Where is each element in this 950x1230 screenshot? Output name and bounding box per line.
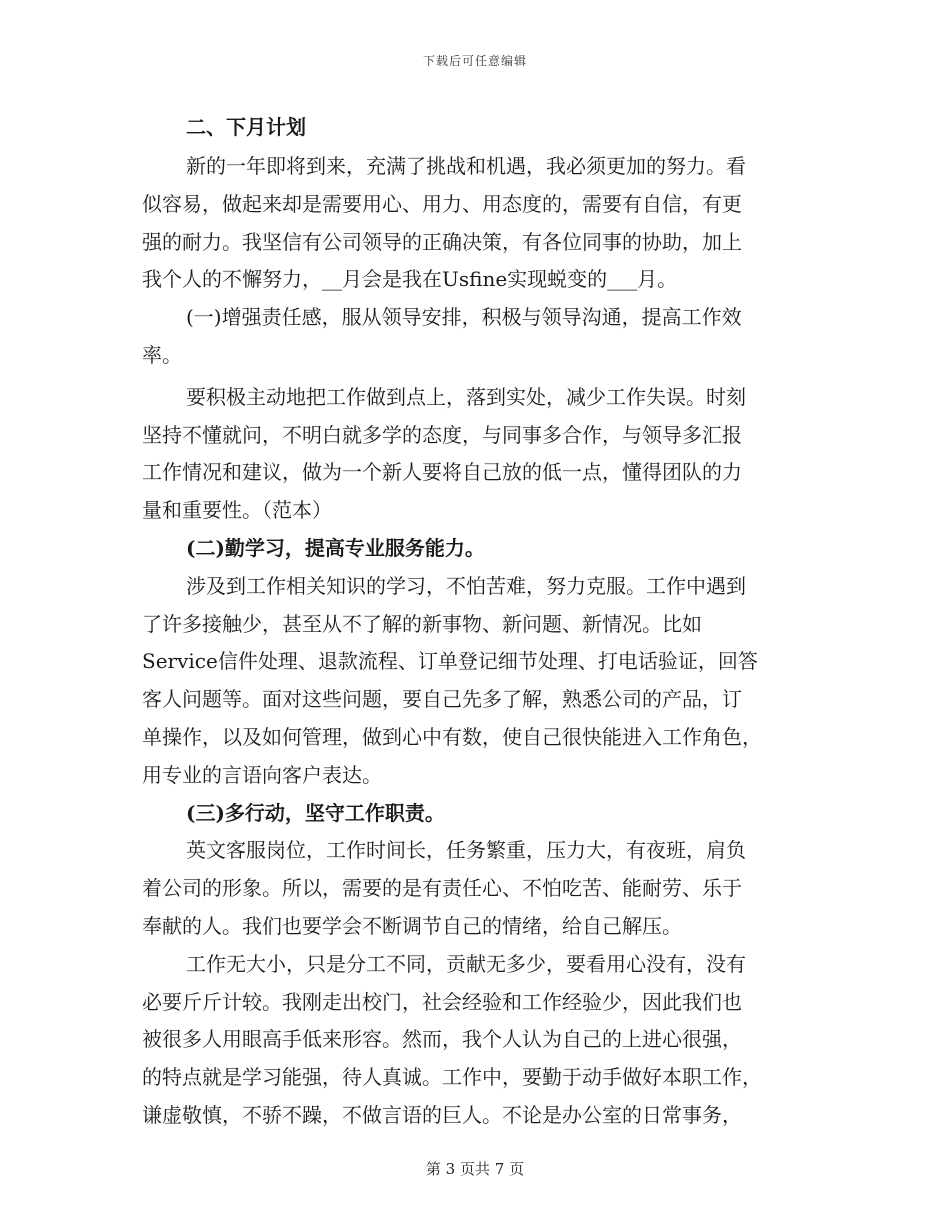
subheading-line: (二)勤学习，提高专业服务能力。 <box>186 535 485 560</box>
page-header: 下载后可任意编辑 <box>422 54 527 68</box>
paragraph-line: 单操作，以及如何管理，做到心中有数，使自己很快能进入工作角色， <box>142 724 762 749</box>
page-footer: 第 3 页共 7 页 <box>425 1160 525 1178</box>
paragraph-line: 了许多接触少，甚至从不了解的新事物、新问题、新情况。比如 <box>142 611 702 636</box>
paragraph-line: 新的一年即将到来，充满了挑战和机遇，我必须更加的努力。看 <box>186 154 746 178</box>
paragraph-line: 奉献的人。我们也要学会不断调节自己的情绪，给自己解压。 <box>142 913 682 938</box>
paragraph-line: 用专业的言语向客户表达。 <box>142 762 382 787</box>
paragraph-line: 要积极主动地把工作做到点上，落到实处，减少工作失误。时刻 <box>186 384 746 409</box>
paragraph-line: 涉及到工作相关知识的学习，不怕苦难，努力克服。工作中遇到 <box>186 573 746 598</box>
document-body <box>142 106 812 1135</box>
paragraph-line: 似容易，做起来却是需要用心、用力、用态度的，需要有自信，有更 <box>142 191 742 216</box>
paragraph-line: 必要斤斤计较。我刚走出校门，社会经验和工作经验少，因此我们也 <box>142 989 742 1014</box>
paragraph-line: 我个人的不懈努力，__月会是我在Usfine实现蜕变的___月。 <box>142 267 678 292</box>
paragraph-line: 工作无大小，只是分工不同，贡献无多少，要看用心没有，没有 <box>186 951 746 976</box>
subheading-line: 率。 <box>142 342 182 367</box>
paragraph-line: 被很多人用眼高手低来形容。然而，我个人认为自己的上进心很强， <box>142 1027 742 1052</box>
paragraph-line: 的特点就是学习能强，待人真诚。工作中，要勤于动手做好本职工作， <box>142 1065 762 1090</box>
subheading-line: (三)多行动，坚守工作职责。 <box>186 800 445 825</box>
paragraph-line: 英文客服岗位，工作时间长，任务繁重，压力大，有夜班，肩负 <box>186 838 746 863</box>
paragraph-line: 谦虚敬慎，不骄不躁，不做言语的巨人。不论是办公室的日常事务， <box>142 1102 742 1127</box>
paragraph-line: 量和重要性。（范本） <box>142 498 332 523</box>
section-heading: 二、下月计划 <box>186 115 306 139</box>
paragraph-line: 着公司的形象。所以，需要的是有责任心、不怕吃苦、能耐劳、乐于 <box>142 876 742 901</box>
paragraph-line: Service信件处理、退款流程、订单登记细节处理、打电话验证，回答 <box>142 649 758 674</box>
paragraph-line: 客人问题等。面对这些问题，要自己先多了解，熟悉公司的产品，订 <box>142 687 742 712</box>
paragraph-line: 工作情况和建议，做为一个新人要将自己放的低一点，懂得团队的力 <box>142 460 742 485</box>
paragraph-line: 强的耐力。我坚信有公司领导的正确决策，有各位同事的协助，加上 <box>142 229 742 254</box>
paragraph-line: 坚持不懂就问，不明白就多学的态度，与同事多合作，与领导多汇报 <box>142 422 742 447</box>
subheading-line: (一)增强责任感，服从领导安排，积极与领导沟通，提高工作效 <box>186 305 742 330</box>
